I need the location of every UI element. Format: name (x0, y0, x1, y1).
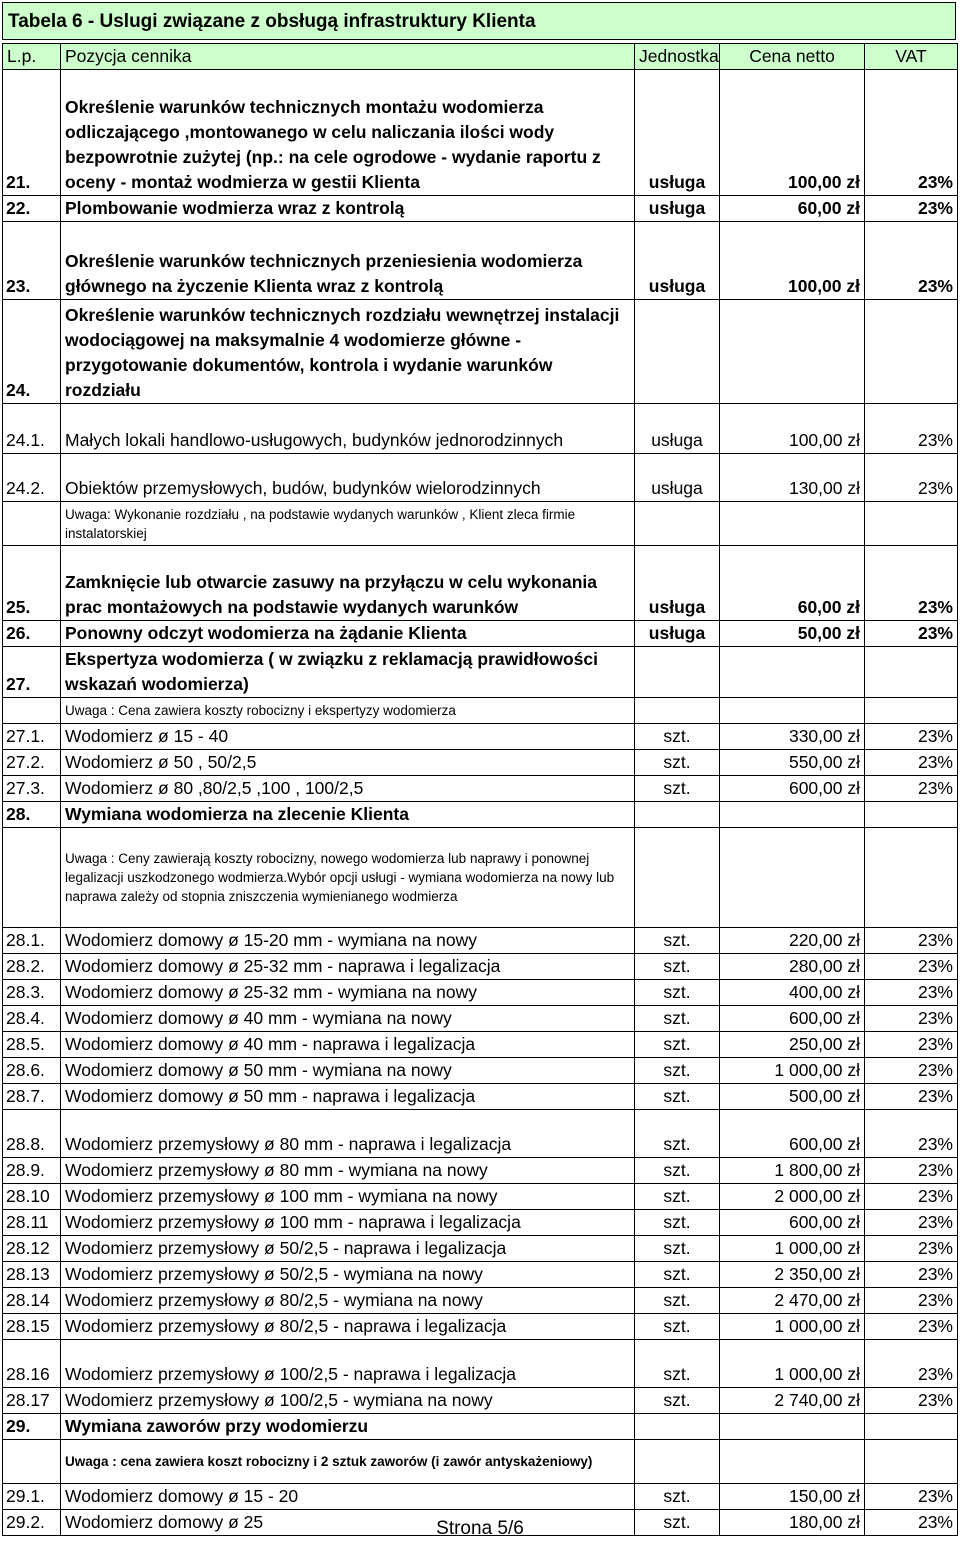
row-vat: 23% (865, 1510, 958, 1536)
note-row (3, 1440, 958, 1484)
row-lp: 28.11 (3, 1210, 61, 1236)
row-vat: 23% (865, 222, 958, 300)
row-price: 100,00 zł (720, 404, 865, 454)
row-price: 150,00 zł (720, 1484, 865, 1510)
row-unit: szt. (635, 954, 720, 980)
row-price: 330,00 zł (720, 724, 865, 750)
table-row (3, 1210, 958, 1236)
row-vat: 23% (865, 1388, 958, 1414)
row-description: Określenie warunków technicznych montażu wodomierza odliczającego ,montowanego w celu naliczania ilości wody bezpowrotnie zużytej (np.: na cele ogrodowe - wydanie raportu z oceny - montaż wodmierza w gestii Klienta (61, 70, 635, 196)
row-lp: 28.1. (3, 928, 61, 954)
row-price: 1 000,00 zł (720, 1340, 865, 1388)
row-lp: 28.6. (3, 1058, 61, 1084)
row-price: 100,00 zł (720, 70, 865, 196)
header-vat: VAT (865, 44, 958, 70)
row-lp: 28.5. (3, 1032, 61, 1058)
row-price: 180,00 zł (720, 1510, 865, 1536)
row-description: Wodomierz przemysłowy ø 80 mm - wymiana na nowy (61, 1158, 635, 1184)
row-description: Wodomierz domowy ø 15 - 20 (61, 1484, 635, 1510)
row-vat: 23% (865, 1210, 958, 1236)
row-price: 500,00 zł (720, 1084, 865, 1110)
row-vat: 23% (865, 724, 958, 750)
row-unit: szt. (635, 1236, 720, 1262)
row-vat: 23% (865, 1006, 958, 1032)
row-unit: szt. (635, 1110, 720, 1158)
row-lp: 29.1. (3, 1484, 61, 1510)
table-row (3, 70, 958, 196)
row-unit: szt. (635, 776, 720, 802)
row-description: Wymiana wodomierza na zlecenie Klienta (61, 802, 635, 828)
row-price: 600,00 zł (720, 776, 865, 802)
row-lp: 24.1. (3, 404, 61, 454)
row-lp: 29. (3, 1414, 61, 1440)
row-description: Wodomierz ø 80 ,80/2,5 ,100 , 100/2,5 (61, 776, 635, 802)
table-row (3, 1388, 958, 1414)
table-row (3, 1006, 958, 1032)
row-description: Wodomierz domowy ø 25-32 mm - wymiana na nowy (61, 980, 635, 1006)
row-lp: 28.7. (3, 1084, 61, 1110)
row-description: Wodomierz domowy ø 50 mm - naprawa i legalizacja (61, 1084, 635, 1110)
row-description: Wodomierz przemysłowy ø 100/2,5 - naprawa i legalizacja (61, 1340, 635, 1388)
row-lp: 27.2. (3, 750, 61, 776)
row-lp: 28.15 (3, 1314, 61, 1340)
row-description: Ekspertyza wodomierza ( w związku z reklamacją prawidłowości wskazań wodomierza) (61, 647, 635, 698)
row-unit: szt. (635, 1058, 720, 1084)
row-vat: 23% (865, 954, 958, 980)
row-unit: szt. (635, 1210, 720, 1236)
table-row (3, 1288, 958, 1314)
row-lp: 28.12 (3, 1236, 61, 1262)
row-unit: szt. (635, 1288, 720, 1314)
note-text: Uwaga: Wykonanie rozdziału , na podstawie wydanych warunków , Klient zleca firmie instalatorskiej (61, 502, 635, 546)
row-description: Wymiana zaworów przy wodomierzu (61, 1414, 635, 1440)
row-unit: usługa (635, 546, 720, 621)
row-unit: usługa (635, 196, 720, 222)
header-item: Pozycja cennika (61, 44, 635, 70)
row-description: Zamknięcie lub otwarcie zasuwy na przyłączu w celu wykonania prac montażowych na podstawie wydanych warunków (61, 546, 635, 621)
row-description: Wodomierz przemysłowy ø 80/2,5 - wymiana na nowy (61, 1288, 635, 1314)
row-unit: usługa (635, 70, 720, 196)
row-lp: 28.10 (3, 1184, 61, 1210)
row-unit: szt. (635, 1510, 720, 1536)
note-text: Uwaga : Ceny zawierają koszty robocizny, nowego wodomierza lub naprawy i ponownej legalizacji uszkodzonego wodmierza.Wybór opcji usługi - wymiana wodomierza na nowy lub naprawa zależy od stopnia zniszczenia wymienianego wodmierza (61, 828, 635, 928)
table-row (3, 928, 958, 954)
row-vat: 23% (865, 750, 958, 776)
row-price: 100,00 zł (720, 222, 865, 300)
row-lp: 25. (3, 546, 61, 621)
row-unit: szt. (635, 1262, 720, 1288)
row-description: Wodomierz przemysłowy ø 80 mm - naprawa i legalizacja (61, 1110, 635, 1158)
row-unit: szt. (635, 1184, 720, 1210)
row-lp: 24. (3, 300, 61, 404)
row-lp: 27. (3, 647, 61, 698)
header-lp: L.p. (3, 44, 61, 70)
table-row (3, 980, 958, 1006)
row-price: 60,00 zł (720, 546, 865, 621)
row-unit: szt. (635, 1006, 720, 1032)
row-vat: 23% (865, 546, 958, 621)
row-description: Określenie warunków technicznych przeniesienia wodomierza głównego na życzenie Klienta wraz z kontrolą (61, 222, 635, 300)
row-description: Wodomierz ø 15 - 40 (61, 724, 635, 750)
row-vat: 23% (865, 404, 958, 454)
row-price: 130,00 zł (720, 454, 865, 502)
row-vat: 23% (865, 196, 958, 222)
row-unit: szt. (635, 1484, 720, 1510)
table-row (3, 1184, 958, 1210)
row-price: 600,00 zł (720, 1006, 865, 1032)
table-row (3, 1084, 958, 1110)
row-price: 600,00 zł (720, 1210, 865, 1236)
table-row (3, 1032, 958, 1058)
table-row (3, 1484, 958, 1510)
row-unit: usługa (635, 222, 720, 300)
table-row (3, 1262, 958, 1288)
price-table (2, 43, 958, 1536)
row-description: Obiektów przemysłowych, budów, budynków wielorodzinnych (61, 454, 635, 502)
row-description: Wodomierz przemysłowy ø 100 mm - wymiana na nowy (61, 1184, 635, 1210)
row-vat: 23% (865, 1032, 958, 1058)
row-description: Wodomierz przemysłowy ø 80/2,5 - naprawa i legalizacja (61, 1314, 635, 1340)
row-lp: 28.3. (3, 980, 61, 1006)
table-row (3, 621, 958, 647)
row-price: 2 000,00 zł (720, 1184, 865, 1210)
row-price: 1 000,00 zł (720, 1058, 865, 1084)
row-description: Wodomierz przemysłowy ø 100 mm - naprawa i legalizacja (61, 1210, 635, 1236)
table-row (3, 1058, 958, 1084)
row-vat: 23% (865, 1184, 958, 1210)
row-price: 50,00 zł (720, 621, 865, 647)
table-row (3, 647, 958, 698)
row-lp: 28.17 (3, 1388, 61, 1414)
row-vat: 23% (865, 928, 958, 954)
row-description: Wodomierz domowy ø 25 (61, 1510, 635, 1536)
row-price: 2 470,00 zł (720, 1288, 865, 1314)
note-text: Uwaga : Cena zawiera koszty robocizny i ekspertyzy wodomierza (61, 698, 635, 724)
row-vat: 23% (865, 1484, 958, 1510)
row-lp: 28.9. (3, 1158, 61, 1184)
table-row (3, 954, 958, 980)
row-lp: 23. (3, 222, 61, 300)
row-lp: 28. (3, 802, 61, 828)
row-price: 550,00 zł (720, 750, 865, 776)
table-row (3, 1236, 958, 1262)
header-price: Cena netto (720, 44, 865, 70)
row-description: Wodomierz domowy ø 50 mm - wymiana na nowy (61, 1058, 635, 1084)
row-vat: 23% (865, 1058, 958, 1084)
row-lp: 28.2. (3, 954, 61, 980)
row-price: 2 350,00 zł (720, 1262, 865, 1288)
row-unit: szt. (635, 1158, 720, 1184)
row-unit: usługa (635, 404, 720, 454)
row-description: Wodomierz domowy ø 40 mm - wymiana na nowy (61, 1006, 635, 1032)
row-description: Wodomierz przemysłowy ø 50/2,5 - wymiana na nowy (61, 1262, 635, 1288)
row-unit: szt. (635, 980, 720, 1006)
row-vat: 23% (865, 1084, 958, 1110)
row-vat: 23% (865, 621, 958, 647)
page-number: Strona 5/6 (436, 1518, 524, 1539)
row-price: 280,00 zł (720, 954, 865, 980)
row-description: Małych lokali handlowo-usługowych, budynków jednorodzinnych (61, 404, 635, 454)
row-unit: usługa (635, 454, 720, 502)
row-description: Wodomierz przemysłowy ø 50/2,5 - naprawa i legalizacja (61, 1236, 635, 1262)
table-row (3, 454, 958, 502)
row-vat: 23% (865, 1288, 958, 1314)
row-vat: 23% (865, 454, 958, 502)
row-vat: 23% (865, 1262, 958, 1288)
table-row (3, 222, 958, 300)
table-row (3, 196, 958, 222)
row-unit: usługa (635, 621, 720, 647)
header-unit: Jednostka (635, 44, 720, 70)
row-description: Wodomierz ø 50 , 50/2,5 (61, 750, 635, 776)
row-lp: 28.4. (3, 1006, 61, 1032)
row-lp: 27.3. (3, 776, 61, 802)
row-vat: 23% (865, 1236, 958, 1262)
row-description: Wodomierz przemysłowy ø 100/2,5 - wymiana na nowy (61, 1388, 635, 1414)
row-vat: 23% (865, 1110, 958, 1158)
row-price: 1 000,00 zł (720, 1314, 865, 1340)
table-row (3, 546, 958, 621)
row-price: 400,00 zł (720, 980, 865, 1006)
row-description: Określenie warunków technicznych rozdziału wewnętrzej instalacji wodociągowej na maksymalnie 4 wodomierze główne - przygotowanie dokumentów, kontrola i wydanie warunków rozdziału (61, 300, 635, 404)
row-price: 600,00 zł (720, 1110, 865, 1158)
row-description: Plombowanie wodmierza wraz z kontrolą (61, 196, 635, 222)
row-price: 60,00 zł (720, 196, 865, 222)
row-description: Wodomierz domowy ø 40 mm - naprawa i legalizacja (61, 1032, 635, 1058)
table-row (3, 1340, 958, 1388)
row-description: Ponowny odczyt wodomierza na żądanie Klienta (61, 621, 635, 647)
table-header-row (3, 44, 958, 70)
row-vat: 23% (865, 980, 958, 1006)
row-vat: 23% (865, 776, 958, 802)
row-lp: 28.13 (3, 1262, 61, 1288)
row-price: 250,00 zł (720, 1032, 865, 1058)
table-title: Tabela 6 - Uslugi związane z obsługą infrastruktury Klienta (2, 2, 956, 40)
row-unit: szt. (635, 1032, 720, 1058)
row-lp: 26. (3, 621, 61, 647)
row-lp: 28.16 (3, 1340, 61, 1388)
row-unit: szt. (635, 1314, 720, 1340)
table-row (3, 724, 958, 750)
row-vat: 23% (865, 1314, 958, 1340)
row-description: Wodomierz domowy ø 25-32 mm - naprawa i legalizacja (61, 954, 635, 980)
note-row (3, 698, 958, 724)
row-vat: 23% (865, 1340, 958, 1388)
row-lp: 24.2. (3, 454, 61, 502)
note-row (3, 502, 958, 546)
row-unit: szt. (635, 724, 720, 750)
row-vat: 23% (865, 1158, 958, 1184)
note-row (3, 828, 958, 928)
row-lp: 28.14 (3, 1288, 61, 1314)
note-text: Uwaga : cena zawiera koszt robocizny i 2 sztuk zaworów (i zawór antyskażeniowy) (61, 1440, 635, 1484)
row-unit: szt. (635, 1340, 720, 1388)
table-row (3, 1314, 958, 1340)
table-row (3, 802, 958, 828)
row-unit: szt. (635, 750, 720, 776)
table-row (3, 404, 958, 454)
row-vat: 23% (865, 70, 958, 196)
row-unit: szt. (635, 1388, 720, 1414)
table-row (3, 776, 958, 802)
row-unit: szt. (635, 1084, 720, 1110)
row-lp: 29.2. (3, 1510, 61, 1536)
row-price: 1 800,00 zł (720, 1158, 865, 1184)
row-price: 220,00 zł (720, 928, 865, 954)
row-description: Wodomierz domowy ø 15-20 mm - wymiana na nowy (61, 928, 635, 954)
table-row (3, 1414, 958, 1440)
row-lp: 22. (3, 196, 61, 222)
table-row (3, 300, 958, 404)
row-price: 2 740,00 zł (720, 1388, 865, 1414)
table-row (3, 750, 958, 776)
row-price: 1 000,00 zł (720, 1236, 865, 1262)
table-row (3, 1158, 958, 1184)
row-unit: szt. (635, 928, 720, 954)
row-lp: 28.8. (3, 1110, 61, 1158)
row-lp: 21. (3, 70, 61, 196)
table-row (3, 1110, 958, 1158)
row-lp: 27.1. (3, 724, 61, 750)
